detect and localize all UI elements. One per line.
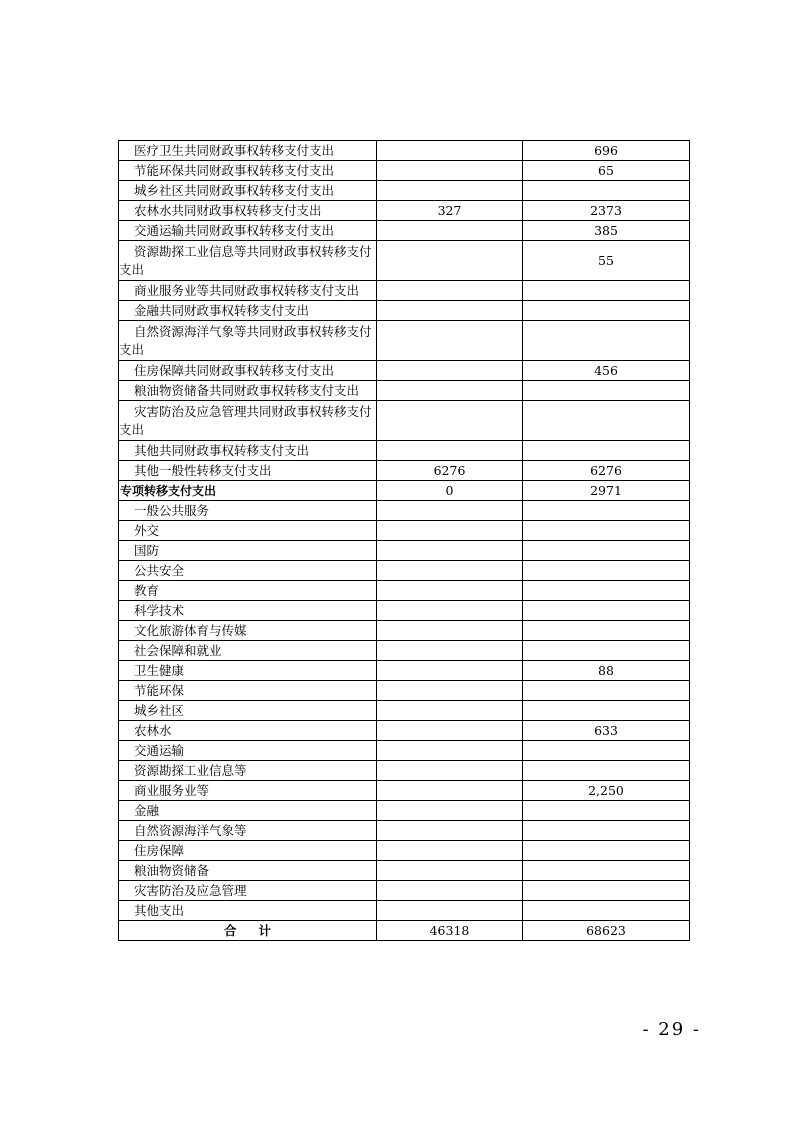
table-row [119, 821, 690, 841]
table-row [119, 281, 690, 301]
row-value-col1 [377, 601, 523, 621]
table-row [119, 621, 690, 641]
table-row [119, 641, 690, 661]
row-name: 交通运输 [119, 741, 377, 761]
row-value-col2: 633 [523, 721, 690, 741]
row-value-col2 [523, 501, 690, 521]
table-row [119, 301, 690, 321]
row-value-col1 [377, 381, 523, 401]
table-row [119, 441, 690, 461]
row-name: 资源勘探工业信息等共同财政事权转移支付支出 [119, 241, 377, 281]
row-name: 农林水共同财政事权转移支付支出 [119, 201, 377, 221]
row-value-col1 [377, 521, 523, 541]
row-value-col1 [377, 821, 523, 841]
table-row [119, 741, 690, 761]
row-value-col1 [377, 721, 523, 741]
row-value-col1 [377, 841, 523, 861]
row-value-col2 [523, 681, 690, 701]
row-value-col1 [377, 641, 523, 661]
table-row [119, 581, 690, 601]
row-value-col2 [523, 541, 690, 561]
row-value-col2 [523, 321, 690, 361]
total-value-col2: 68623 [523, 921, 690, 941]
row-value-col1 [377, 301, 523, 321]
row-name: 外交 [119, 521, 377, 541]
row-name: 灾害防治及应急管理共同财政事权转移支付支出 [119, 401, 377, 441]
row-value-col1 [377, 761, 523, 781]
row-name: 自然资源海洋气象等 [119, 821, 377, 841]
row-value-col1 [377, 661, 523, 681]
row-value-col2: 65 [523, 161, 690, 181]
row-value-col2: 696 [523, 141, 690, 161]
row-value-col1 [377, 501, 523, 521]
total-value-col1: 46318 [377, 921, 523, 941]
table-row [119, 401, 690, 441]
row-value-col2: 2,250 [523, 781, 690, 801]
table-row [119, 541, 690, 561]
row-name: 资源勘探工业信息等 [119, 761, 377, 781]
row-name: 住房保障共同财政事权转移支付支出 [119, 361, 377, 381]
table-row [119, 381, 690, 401]
row-value-col1 [377, 141, 523, 161]
table-row [119, 901, 690, 921]
row-value-col1: 327 [377, 201, 523, 221]
row-value-col2 [523, 861, 690, 881]
row-value-col2: 456 [523, 361, 690, 381]
table-row [119, 321, 690, 361]
row-name: 其他一般性转移支付支出 [119, 461, 377, 481]
table-row [119, 701, 690, 721]
row-value-col1 [377, 861, 523, 881]
row-value-col2 [523, 381, 690, 401]
row-name: 城乡社区共同财政事权转移支付支出 [119, 181, 377, 201]
row-name: 公共安全 [119, 561, 377, 581]
row-value-col2 [523, 761, 690, 781]
row-name: 灾害防治及应急管理 [119, 881, 377, 901]
transfer-payment-table [118, 140, 690, 941]
row-value-col1 [377, 581, 523, 601]
table-row [119, 841, 690, 861]
table-row [119, 661, 690, 681]
table-row [119, 201, 690, 221]
row-value-col2 [523, 621, 690, 641]
row-name: 金融共同财政事权转移支付支出 [119, 301, 377, 321]
table-row [119, 561, 690, 581]
table-row [119, 521, 690, 541]
row-name: 教育 [119, 581, 377, 601]
row-name: 科学技术 [119, 601, 377, 621]
row-name: 节能环保 [119, 681, 377, 701]
row-value-col1 [377, 321, 523, 361]
row-name: 文化旅游体育与传媒 [119, 621, 377, 641]
row-value-col2 [523, 741, 690, 761]
page-number: - 29 - [642, 1019, 701, 1040]
row-value-col1: 6276 [377, 461, 523, 481]
row-value-col2 [523, 281, 690, 301]
row-name: 其他支出 [119, 901, 377, 921]
table-row [119, 801, 690, 821]
budget-table-container [118, 140, 689, 941]
row-value-col1 [377, 901, 523, 921]
row-name: 其他共同财政事权转移支付支出 [119, 441, 377, 461]
row-value-col2 [523, 561, 690, 581]
table-row [119, 361, 690, 381]
row-value-col2 [523, 301, 690, 321]
table-row [119, 721, 690, 741]
row-value-col2: 6276 [523, 461, 690, 481]
row-value-col1 [377, 441, 523, 461]
row-value-col2: 385 [523, 221, 690, 241]
total-label: 合计 [119, 921, 377, 941]
table-row [119, 461, 690, 481]
row-value-col2 [523, 441, 690, 461]
row-name: 节能环保共同财政事权转移支付支出 [119, 161, 377, 181]
row-value-col1 [377, 801, 523, 821]
row-name: 卫生健康 [119, 661, 377, 681]
table-row [119, 681, 690, 701]
table-row [119, 781, 690, 801]
row-name: 住房保障 [119, 841, 377, 861]
row-value-col1 [377, 401, 523, 441]
row-value-col2: 55 [523, 241, 690, 281]
row-value-col1: 0 [377, 481, 523, 501]
row-name: 医疗卫生共同财政事权转移支付支出 [119, 141, 377, 161]
row-name: 自然资源海洋气象等共同财政事权转移支付支出 [119, 321, 377, 361]
row-value-col2 [523, 841, 690, 861]
row-value-col2: 2373 [523, 201, 690, 221]
row-value-col1 [377, 181, 523, 201]
row-value-col2 [523, 181, 690, 201]
row-value-col1 [377, 161, 523, 181]
row-name: 粮油物资储备 [119, 861, 377, 881]
row-value-col1 [377, 561, 523, 581]
row-value-col2 [523, 641, 690, 661]
section-header-name: 专项转移支付支出 [119, 481, 377, 501]
row-value-col2 [523, 701, 690, 721]
row-name: 商业服务业等 [119, 781, 377, 801]
row-value-col1 [377, 361, 523, 381]
row-name: 国防 [119, 541, 377, 561]
row-value-col1 [377, 701, 523, 721]
table-row [119, 601, 690, 621]
table-row [119, 181, 690, 201]
row-value-col1 [377, 241, 523, 281]
row-value-col1 [377, 741, 523, 761]
row-value-col1 [377, 781, 523, 801]
row-name: 商业服务业等共同财政事权转移支付支出 [119, 281, 377, 301]
row-value-col2 [523, 401, 690, 441]
row-value-col1 [377, 881, 523, 901]
table-row [119, 501, 690, 521]
table-row [119, 761, 690, 781]
table-row [119, 881, 690, 901]
table-row [119, 861, 690, 881]
row-name: 城乡社区 [119, 701, 377, 721]
row-name: 农林水 [119, 721, 377, 741]
row-name: 交通运输共同财政事权转移支付支出 [119, 221, 377, 241]
table-row-section-header [119, 481, 690, 501]
row-value-col1 [377, 221, 523, 241]
row-value-col1 [377, 281, 523, 301]
table-row [119, 221, 690, 241]
row-name: 一般公共服务 [119, 501, 377, 521]
row-value-col2 [523, 521, 690, 541]
row-value-col1 [377, 621, 523, 641]
row-value-col2 [523, 581, 690, 601]
row-value-col2 [523, 801, 690, 821]
row-value-col1 [377, 681, 523, 701]
row-name: 社会保障和就业 [119, 641, 377, 661]
row-value-col2: 88 [523, 661, 690, 681]
row-value-col2 [523, 601, 690, 621]
row-value-col2 [523, 901, 690, 921]
row-value-col2 [523, 821, 690, 841]
table-row [119, 241, 690, 281]
table-total-row [119, 921, 690, 941]
row-value-col2: 2971 [523, 481, 690, 501]
row-value-col1 [377, 541, 523, 561]
row-name: 粮油物资储备共同财政事权转移支付支出 [119, 381, 377, 401]
row-name: 金融 [119, 801, 377, 821]
table-row [119, 161, 690, 181]
row-value-col2 [523, 881, 690, 901]
table-row [119, 141, 690, 161]
